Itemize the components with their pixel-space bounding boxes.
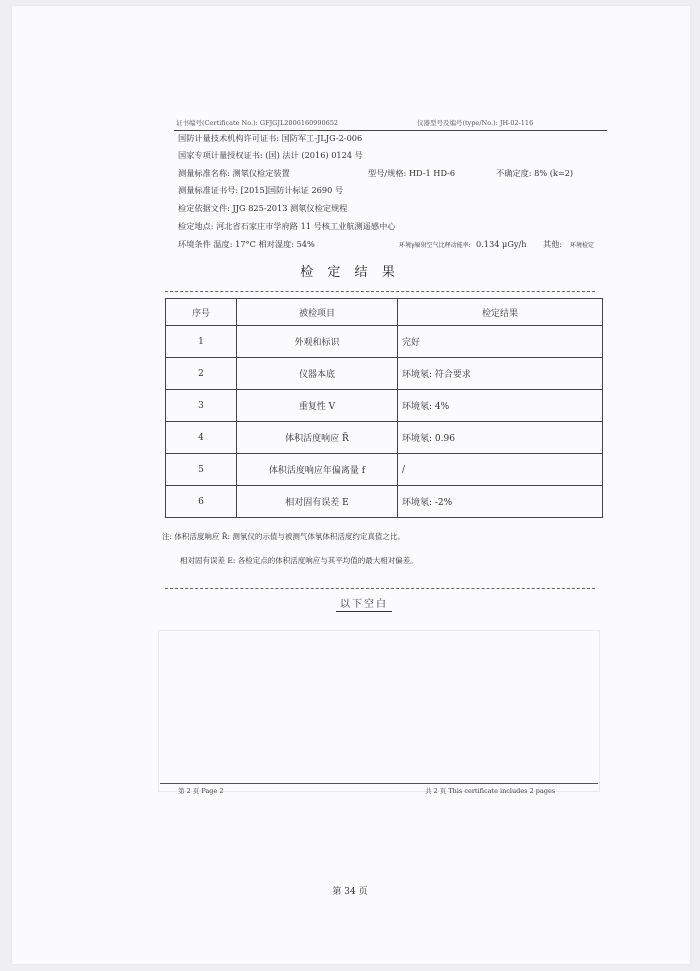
row-item: 体积活度响应 R̄ — [237, 422, 398, 454]
row-index: 3 — [166, 390, 237, 422]
row-result: 完好 — [398, 326, 603, 358]
footer-rule — [160, 783, 598, 784]
table-row — [166, 358, 603, 390]
footer-page: 第 2 页 Page 2 — [178, 787, 224, 795]
standard-cert-line: 测量标准证书号: [2015]国防计标证 2690 号 — [178, 185, 344, 195]
row-item: 外观和标识 — [237, 326, 398, 358]
table-row — [166, 486, 603, 518]
header-result: 检定结果 — [398, 299, 603, 326]
gamma-value: 0.134 μGy/h — [476, 239, 527, 249]
row-result: 环境氡: 4% — [398, 390, 603, 422]
row-result: / — [398, 454, 603, 486]
basis-line: 检定依据文件: JJG 825-2013 测氡仪检定规程 — [178, 203, 348, 213]
table-row — [166, 422, 603, 454]
table-row — [166, 454, 603, 486]
row-item: 体积活度响应年偏离量 f — [237, 454, 398, 486]
table-row — [166, 390, 603, 422]
note-error: 相对固有误差 E: 各检定点的体积活度响应与其平均值的最大相对偏差。 — [180, 556, 418, 565]
row-index: 4 — [166, 422, 237, 454]
standard-name-line — [178, 168, 574, 179]
row-index: 5 — [166, 454, 237, 486]
results-title: 检 定 结 果 — [300, 265, 400, 280]
note-response: 注: 体积活度响应 R̄: 测氡仪的示值与被测气体氡体积活度约定真值之比。 — [162, 532, 405, 541]
table-row — [166, 326, 603, 358]
certificate-header — [174, 116, 607, 131]
page-number: 第 34 页 — [332, 887, 368, 897]
standard-model: 型号/规格: HD-1 HD-6 — [368, 168, 456, 178]
footer-total-pages: 共 2 页 This certificate includes 2 pages — [425, 787, 556, 795]
environment-line — [178, 239, 595, 250]
gamma-label: 环境γ辐射空气比释动能率: — [399, 242, 471, 249]
row-index: 2 — [166, 358, 237, 390]
row-item: 相对固有误差 E — [237, 486, 398, 518]
other-value: 环境检定 — [570, 242, 595, 249]
certificate-number: 证书编号(Certificate No.): GFJGJL2006160990652 — [176, 119, 339, 127]
row-result: 环境氡: -2% — [398, 486, 603, 518]
blank-marker: 以下空白 — [336, 595, 392, 612]
license-line: 国防计量技术机构许可证书: 国防军工-JLJG-2-006 — [178, 133, 363, 143]
header-index: 序号 — [166, 299, 237, 326]
environment-conditions: 环境条件 温度: 17°C 相对湿度: 54% — [178, 239, 315, 249]
title-dashed-rule — [165, 291, 595, 292]
notes-dashed-rule — [165, 588, 595, 589]
table-header-row — [166, 299, 603, 326]
authorization-line: 国家专项计量授权证书: (国) 法计 (2016) 0124 号 — [178, 150, 363, 160]
results-table — [165, 298, 603, 518]
standard-name: 测量标准名称: 测氡仪检定装置 — [178, 168, 290, 178]
row-result: 环境氡: 0.96 — [398, 422, 603, 454]
row-index: 1 — [166, 326, 237, 358]
header-item: 被检项目 — [237, 299, 398, 326]
row-item: 重复性 V — [237, 390, 398, 422]
other-label: 其他: — [543, 239, 563, 249]
instrument-number: 仪器型号及编号(type/No.): JH-02-116 — [417, 119, 534, 127]
row-result: 环境氡: 符合要求 — [398, 358, 603, 390]
location-line: 检定地点: 河北省石家庄市学府路 11 号核工业航测遥感中心 — [178, 221, 396, 231]
row-index: 6 — [166, 486, 237, 518]
show-through-mark — [158, 630, 600, 792]
uncertainty: 不确定度: 8% (k=2) — [496, 168, 574, 178]
row-item: 仪器本底 — [237, 358, 398, 390]
